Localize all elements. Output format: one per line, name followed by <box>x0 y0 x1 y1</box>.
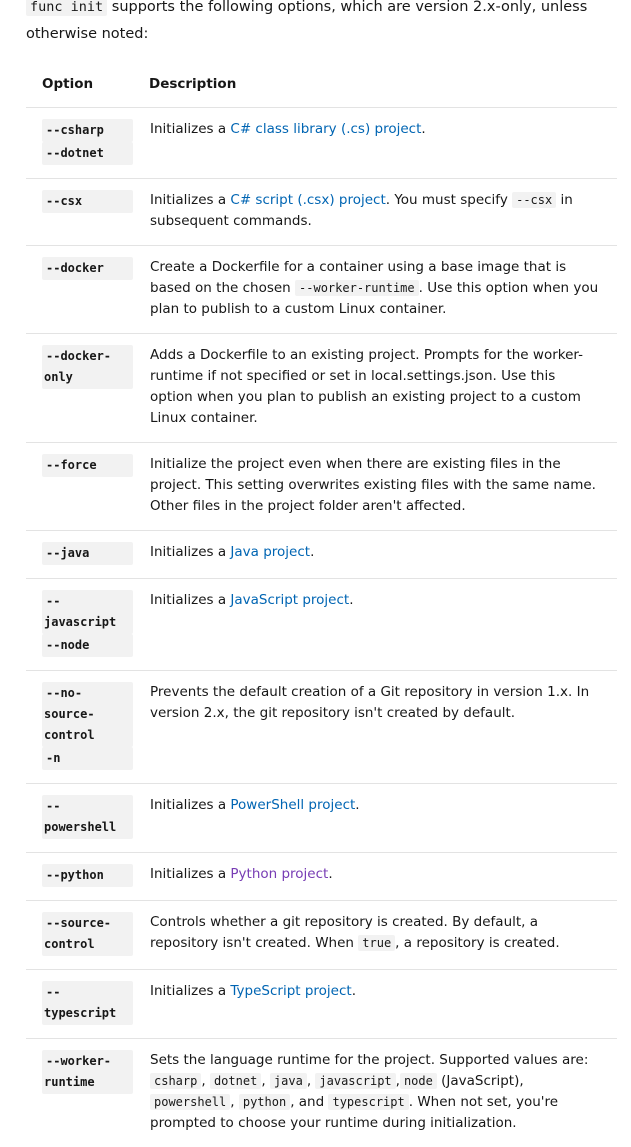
description-text: . <box>352 983 356 999</box>
option-cell <box>26 1039 133 1147</box>
description-text: Sets the language runtime for the project. Supported values are: <box>150 1052 588 1068</box>
option-cell <box>26 108 133 179</box>
description-cell <box>133 108 617 179</box>
description-cell <box>133 579 617 671</box>
description-cell <box>133 1039 617 1147</box>
description-text: , <box>261 1073 270 1089</box>
option-cell <box>26 246 133 334</box>
table-row <box>26 108 617 179</box>
table-row <box>26 901 617 970</box>
description-text: . When not set, you're prompted to choose your runtime during initialization. <box>150 1094 558 1131</box>
options-table <box>26 60 617 1147</box>
description-text: . <box>310 544 314 560</box>
inline-code: csharp <box>150 1073 201 1089</box>
description-text: Initializes a <box>150 544 230 560</box>
doc-link[interactable]: Python project <box>230 866 328 882</box>
option-flag: --javascript <box>44 593 118 630</box>
table-body <box>26 108 617 1147</box>
description-text: Adds a Dockerfile to an existing project. Prompts for the worker-runtime if not specified or set in local.settings.json. Use this option when you plan to publish an existing project to a custom Linux container. <box>150 347 583 426</box>
table-header-row <box>26 60 617 108</box>
description-cell <box>133 671 617 784</box>
description-text: Create a Dockerfile for a container using a base image that is based on the chosen <box>150 259 566 296</box>
table-row <box>26 531 617 579</box>
inline-code: javascript <box>315 1073 395 1089</box>
inline-code: dotnet <box>210 1073 261 1089</box>
option-cell <box>26 671 133 784</box>
doc-link[interactable]: PowerShell project <box>230 797 355 813</box>
description-cell <box>133 443 617 531</box>
doc-link[interactable]: C# script (.csx) project <box>230 192 385 208</box>
inline-code: --csx <box>512 192 556 208</box>
option-flag: --powershell <box>44 798 118 835</box>
table-row <box>26 334 617 443</box>
header-description: Description <box>133 60 617 108</box>
option-flag: -n <box>44 750 62 766</box>
table-row <box>26 246 617 334</box>
option-cell <box>26 901 133 970</box>
option-flag: --typescript <box>44 984 118 1021</box>
description-text: Initializes a <box>150 192 230 208</box>
description-text: . Use this option when you plan to publish to a custom Linux container. <box>150 280 598 317</box>
description-text: . <box>328 866 332 882</box>
description-text: Initializes a <box>150 983 230 999</box>
description-text: Prevents the default creation of a Git repository in version 1.x. In version 2.x, the git repository isn't created by default. <box>150 684 589 721</box>
inline-code: python <box>239 1094 290 1110</box>
description-cell <box>133 784 617 853</box>
description-cell <box>133 531 617 579</box>
doc-link[interactable]: Java project <box>230 544 310 560</box>
description-text: . You must specify <box>386 192 512 208</box>
table-row <box>26 179 617 246</box>
inline-code: java <box>270 1073 307 1089</box>
description-text: (JavaScript), <box>437 1073 524 1089</box>
option-cell <box>26 970 133 1039</box>
option-cell <box>26 784 133 853</box>
option-flag: --node <box>44 637 91 653</box>
option-cell <box>26 334 133 443</box>
option-flag: --source-control <box>44 915 111 952</box>
description-text: , <box>201 1073 210 1089</box>
description-text: Initialize the project even when there are existing files in the project. This setting overwrites existing files with the same name. Other files in the project folder aren't affected. <box>150 456 596 514</box>
description-cell <box>133 901 617 970</box>
description-text: Initializes a <box>150 121 230 137</box>
table-row <box>26 853 617 901</box>
description-text: Initializes a <box>150 592 230 608</box>
option-flag: --force <box>44 457 99 473</box>
description-text: Initializes a <box>150 797 230 813</box>
inline-code: --worker-runtime <box>295 280 419 296</box>
option-flag: --worker-runtime <box>44 1053 111 1090</box>
description-text: . <box>421 121 425 137</box>
option-flag: --dotnet <box>44 145 106 161</box>
header-option: Option <box>26 60 133 108</box>
inline-code: typescript <box>328 1094 408 1110</box>
description-text: , <box>307 1073 316 1089</box>
intro-text: supports the following options, which are version 2.x-only, unless otherwise noted: <box>26 0 587 42</box>
description-text: . <box>355 797 359 813</box>
table-row <box>26 579 617 671</box>
doc-link[interactable]: TypeScript project <box>230 983 351 999</box>
intro-paragraph <box>26 0 617 48</box>
table-row <box>26 1039 617 1147</box>
description-cell <box>133 853 617 901</box>
inline-code: node <box>400 1073 437 1089</box>
description-text: Controls whether a git repository is created. By default, a repository isn't created. When <box>150 914 538 951</box>
option-cell <box>26 443 133 531</box>
table-row <box>26 784 617 853</box>
option-flag: --docker <box>44 260 106 276</box>
description-text: , <box>230 1094 239 1110</box>
option-flag: --python <box>44 867 106 883</box>
option-flag: --docker-only <box>44 348 111 385</box>
option-cell <box>26 579 133 671</box>
option-cell <box>26 179 133 246</box>
option-flag: --no-source-control <box>44 685 97 743</box>
table-row <box>26 443 617 531</box>
inline-code: powershell <box>150 1094 230 1110</box>
table-row <box>26 970 617 1039</box>
description-text: , <box>396 1073 400 1089</box>
option-flag: --csharp <box>44 122 106 138</box>
inline-code: true <box>358 935 395 951</box>
description-text: , a repository is created. <box>395 935 560 951</box>
table-row <box>26 671 617 784</box>
description-cell <box>133 970 617 1039</box>
description-text: . <box>349 592 353 608</box>
description-text: in subsequent commands. <box>150 192 573 229</box>
description-text: , and <box>290 1094 328 1110</box>
doc-link[interactable]: JavaScript project <box>230 592 349 608</box>
option-flag: --csx <box>44 193 84 209</box>
description-text: Initializes a <box>150 866 230 882</box>
option-cell <box>26 853 133 901</box>
doc-link[interactable]: C# class library (.cs) project <box>230 121 421 137</box>
description-cell <box>133 246 617 334</box>
intro-code: func init <box>26 0 107 16</box>
option-cell <box>26 531 133 579</box>
option-flag: --java <box>44 545 91 561</box>
description-cell <box>133 334 617 443</box>
description-cell <box>133 179 617 246</box>
